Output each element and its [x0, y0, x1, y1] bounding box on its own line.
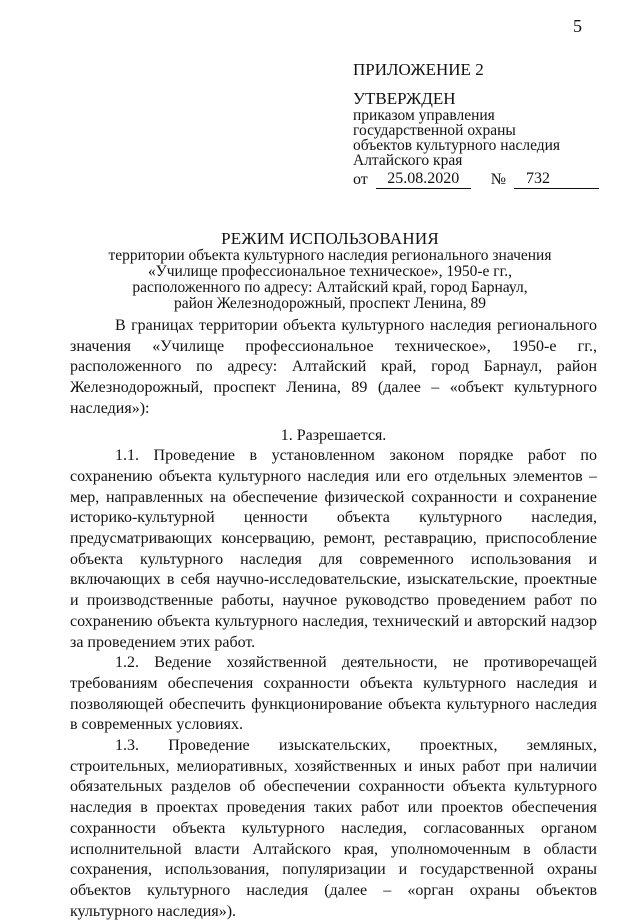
- number-sign: №: [490, 171, 507, 188]
- approval-line: объектов культурного наследия: [353, 137, 561, 154]
- heading-line: расположенного по адресу: Алтайский край, город Барнаул,: [132, 279, 528, 296]
- from-label: от: [353, 171, 368, 188]
- paragraph-1-1: 1.1. Проведение в установленном законом порядке работ по сохранению объекта культурного наследия или его отдельных элементов – мер, направленных на обеспечение физической сохранности и сохранение историко-культурной ценности объекта культурного наследия, предусматривающих консервацию, ремонт, реставрацию, приспособление объекта культурного наследия для современного использования и включающих в себя научно-исследовательские, изыскательские, проектные и производственные работы, научное руководство проведением работ по сохранению объекта культурного наследия, технический и авторский надзор за проведением этих работ.: [70, 447, 597, 651]
- appendix-label: ПРИЛОЖЕНИЕ 2: [353, 60, 484, 79]
- approval-line: Алтайского края: [353, 152, 463, 169]
- approval-line: приказом управления: [353, 107, 495, 124]
- order-number: 732: [514, 170, 599, 189]
- approval-block: [353, 60, 613, 189]
- page-number: 5: [573, 16, 582, 36]
- approved-label: УТВЕРЖДЕН: [353, 89, 456, 108]
- heading-line: «Училище профессиональное техническое», 1950-е гг.,: [148, 263, 512, 280]
- intro-paragraph: В границах территории объекта культурного наследия регионального значения «Училище профессиональное техническое», 1950-е гг., расположенного по адресу: Алтайский край, город Барнаул, район Железнодорожный, проспект Ленина, 89 (далее – «объект культурного наследия»):: [70, 317, 597, 417]
- section-title: 1. Разрешается.: [280, 426, 387, 444]
- heading-line: территории объекта культурного наследия регионального значения: [108, 247, 552, 264]
- paragraph-1-3: 1.3. Проведение изыскательских, проектных, земляных, строительных, мелиоративных, хозяйственных и иных работ при наличии обязательных разделов об обеспечении сохранности объекта культурного наследия в проектах проведения таких работ или проектов обеспечения сохранности объекта культурного наследия, согласованных органом исполнительной власти Алтайского края, уполномоченным в области сохранения, использования, популяризации и государственной охраны объектов культурного наследия (далее – «орган охраны объектов культурного наследия»).: [70, 737, 597, 920]
- heading-line: район Железнодорожный, проспект Ленина, 89: [173, 295, 487, 312]
- paragraph-1-2: 1.2. Ведение хозяйственной деятельности, не противоречащей требованиям обеспечения сохранности объекта культурного наследия и позволяющей обеспечить функционирование объекта культурного наследия в современных условиях.: [70, 654, 597, 734]
- approval-line: государственной охраны: [353, 122, 516, 139]
- document-title: РЕЖИМ ИСПОЛЬЗОВАНИЯ: [221, 229, 439, 248]
- order-date: 25.08.2020: [376, 170, 471, 189]
- document-heading: [80, 230, 580, 312]
- order-line: [353, 170, 613, 189]
- document-body: [70, 316, 597, 922]
